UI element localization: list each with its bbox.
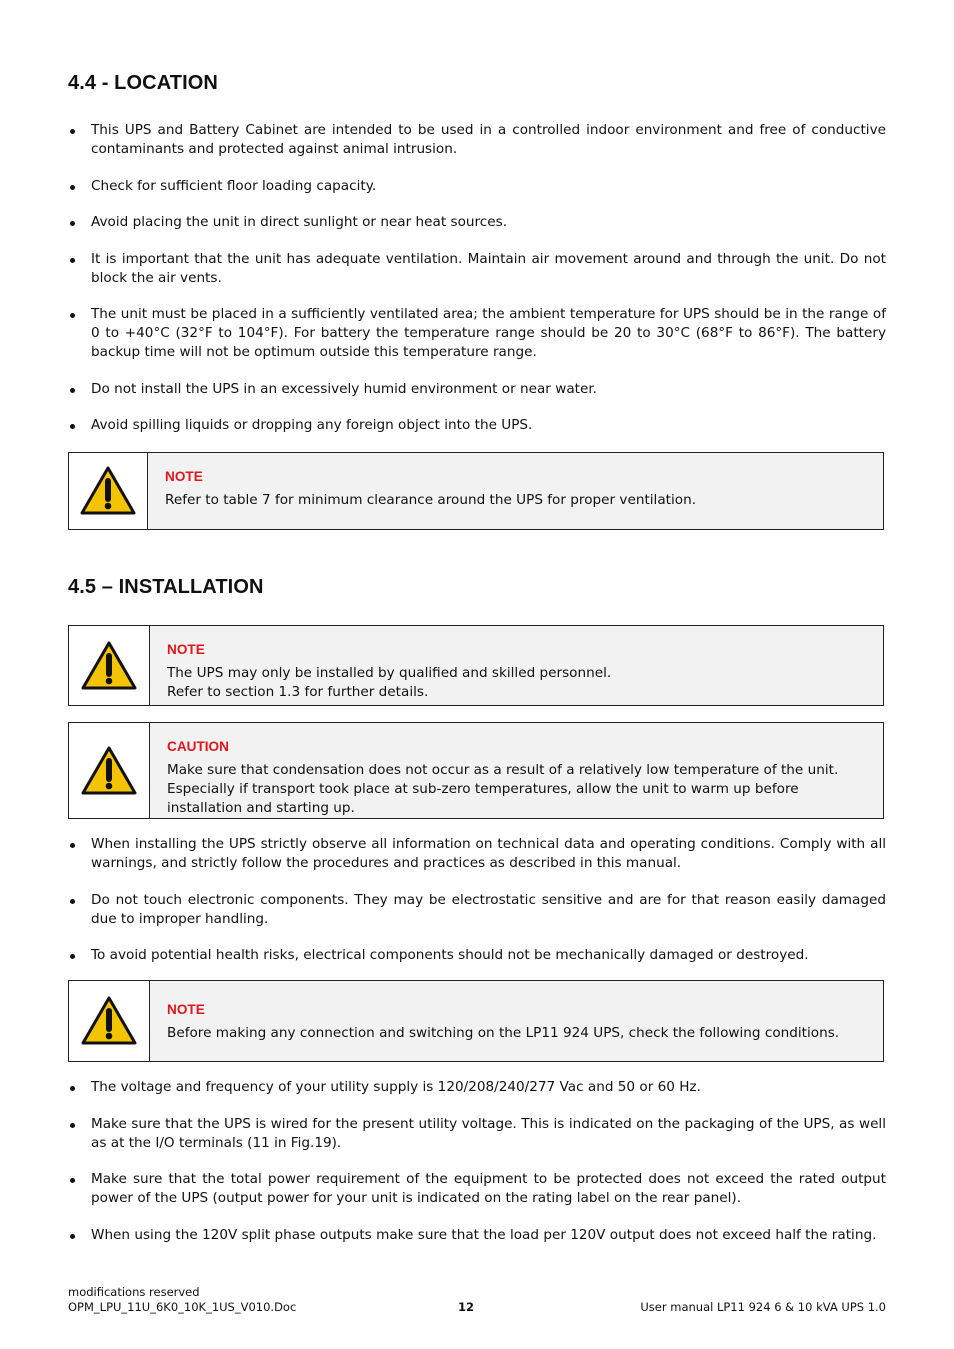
warning-icon-cell bbox=[69, 981, 150, 1061]
note-line: Before making any connection and switching on the LP11 924 UPS, check the following conditions. bbox=[167, 1025, 840, 1041]
location-bullets bbox=[68, 121, 886, 453]
installation-bullets bbox=[68, 835, 886, 983]
section-4-5-title: 4.5 – INSTALLATION bbox=[68, 576, 264, 598]
installation-note-box bbox=[68, 625, 884, 706]
warning-icon-cell bbox=[69, 626, 150, 705]
list-item: It is important that the unit has adequate ventilation. Maintain air movement around and through the unit. Do not block the air vents. bbox=[68, 250, 886, 288]
list-item: The unit must be placed in a sufficiently ventilated area; the ambient temperature for UPS should be in the range of 0 to +40°C (32°F to 104°F). For battery the temperature range should be 20 to 30°C (68°F to 86°F). The battery backup time will not be optimum outside this temperature range. bbox=[68, 305, 886, 362]
note-text bbox=[150, 626, 627, 705]
section-4-4-title: 4.4 - LOCATION bbox=[68, 72, 218, 94]
caution-label: CAUTION bbox=[167, 739, 229, 754]
note-line: Refer to section 1.3 for further details. bbox=[167, 684, 429, 700]
installation-caution-box bbox=[68, 722, 884, 819]
page-number: 12 bbox=[458, 1300, 475, 1314]
warning-icon-cell bbox=[69, 723, 150, 818]
list-item: Make sure that the total power requirement of the equipment to be protected does not exceed the rated output power of the UPS (output power for your unit is indicated on the rating label on the rear panel). bbox=[68, 1170, 886, 1208]
location-note-box bbox=[68, 452, 884, 530]
list-item: Do not touch electronic components. They may be electrostatic sensitive and are for that reason easily damaged due to improper handling. bbox=[68, 891, 886, 929]
warning-icon bbox=[80, 995, 138, 1047]
note-line: Refer to table 7 for minimum clearance around the UPS for proper ventilation. bbox=[165, 492, 697, 508]
list-item: When installing the UPS strictly observe all information on technical data and operating conditions. Comply with all warnings, and strictly follow the procedures and practices as described in this manual. bbox=[68, 835, 886, 873]
list-item: This UPS and Battery Cabinet are intended to be used in a controlled indoor environment and free of conductive contaminants and protected against animal intrusion. bbox=[68, 121, 886, 159]
list-item: The voltage and frequency of your utility supply is 120/208/240/277 Vac and 50 or 60 Hz. bbox=[68, 1078, 886, 1097]
footer-doc-name: OPM_LPU_11U_6K0_10K_1US_V010.Doc bbox=[68, 1300, 297, 1314]
warning-icon-cell bbox=[69, 453, 148, 529]
warning-icon bbox=[80, 745, 138, 797]
note-text bbox=[150, 981, 855, 1061]
connection-note-box bbox=[68, 980, 884, 1062]
list-item: Avoid placing the unit in direct sunlight or near heat sources. bbox=[68, 213, 886, 232]
note-text bbox=[148, 453, 712, 529]
list-item: Make sure that the UPS is wired for the present utility voltage. This is indicated on the packaging of the UPS, as well as at the I/O terminals (11 in Fig.19). bbox=[68, 1115, 886, 1153]
list-item: Avoid spilling liquids or dropping any foreign object into the UPS. bbox=[68, 416, 886, 435]
note-label: NOTE bbox=[167, 642, 205, 657]
conditions-bullets bbox=[68, 1078, 886, 1262]
footer-manual-title: User manual LP11 924 6 & 10 kVA UPS 1.0 bbox=[640, 1300, 886, 1314]
note-label: NOTE bbox=[165, 469, 203, 484]
warning-icon bbox=[80, 640, 138, 692]
list-item: Do not install the UPS in an excessively humid environment or near water. bbox=[68, 380, 886, 399]
note-label: NOTE bbox=[167, 1002, 205, 1017]
warning-icon bbox=[79, 465, 137, 517]
note-line: The UPS may only be installed by qualified and skilled personnel. bbox=[167, 665, 612, 681]
caution-text bbox=[150, 723, 883, 818]
caution-line: Make sure that condensation does not occur as a result of a relatively low temperature of the unit. bbox=[167, 762, 839, 778]
list-item: When using the 120V split phase outputs make sure that the load per 120V output does not exceed half the rating. bbox=[68, 1226, 886, 1245]
caution-line: Especially if transport took place at sub-zero temperatures, allow the unit to warm up before installation and starting up. bbox=[167, 781, 799, 816]
list-item: To avoid potential health risks, electrical components should not be mechanically damaged or destroyed. bbox=[68, 946, 886, 965]
footer-modifications: modifications reserved OPM_LPU_11U_6K0_10K_1US_V010.Doc bbox=[68, 1285, 297, 1314]
list-item: Check for sufficient floor loading capacity. bbox=[68, 177, 886, 196]
